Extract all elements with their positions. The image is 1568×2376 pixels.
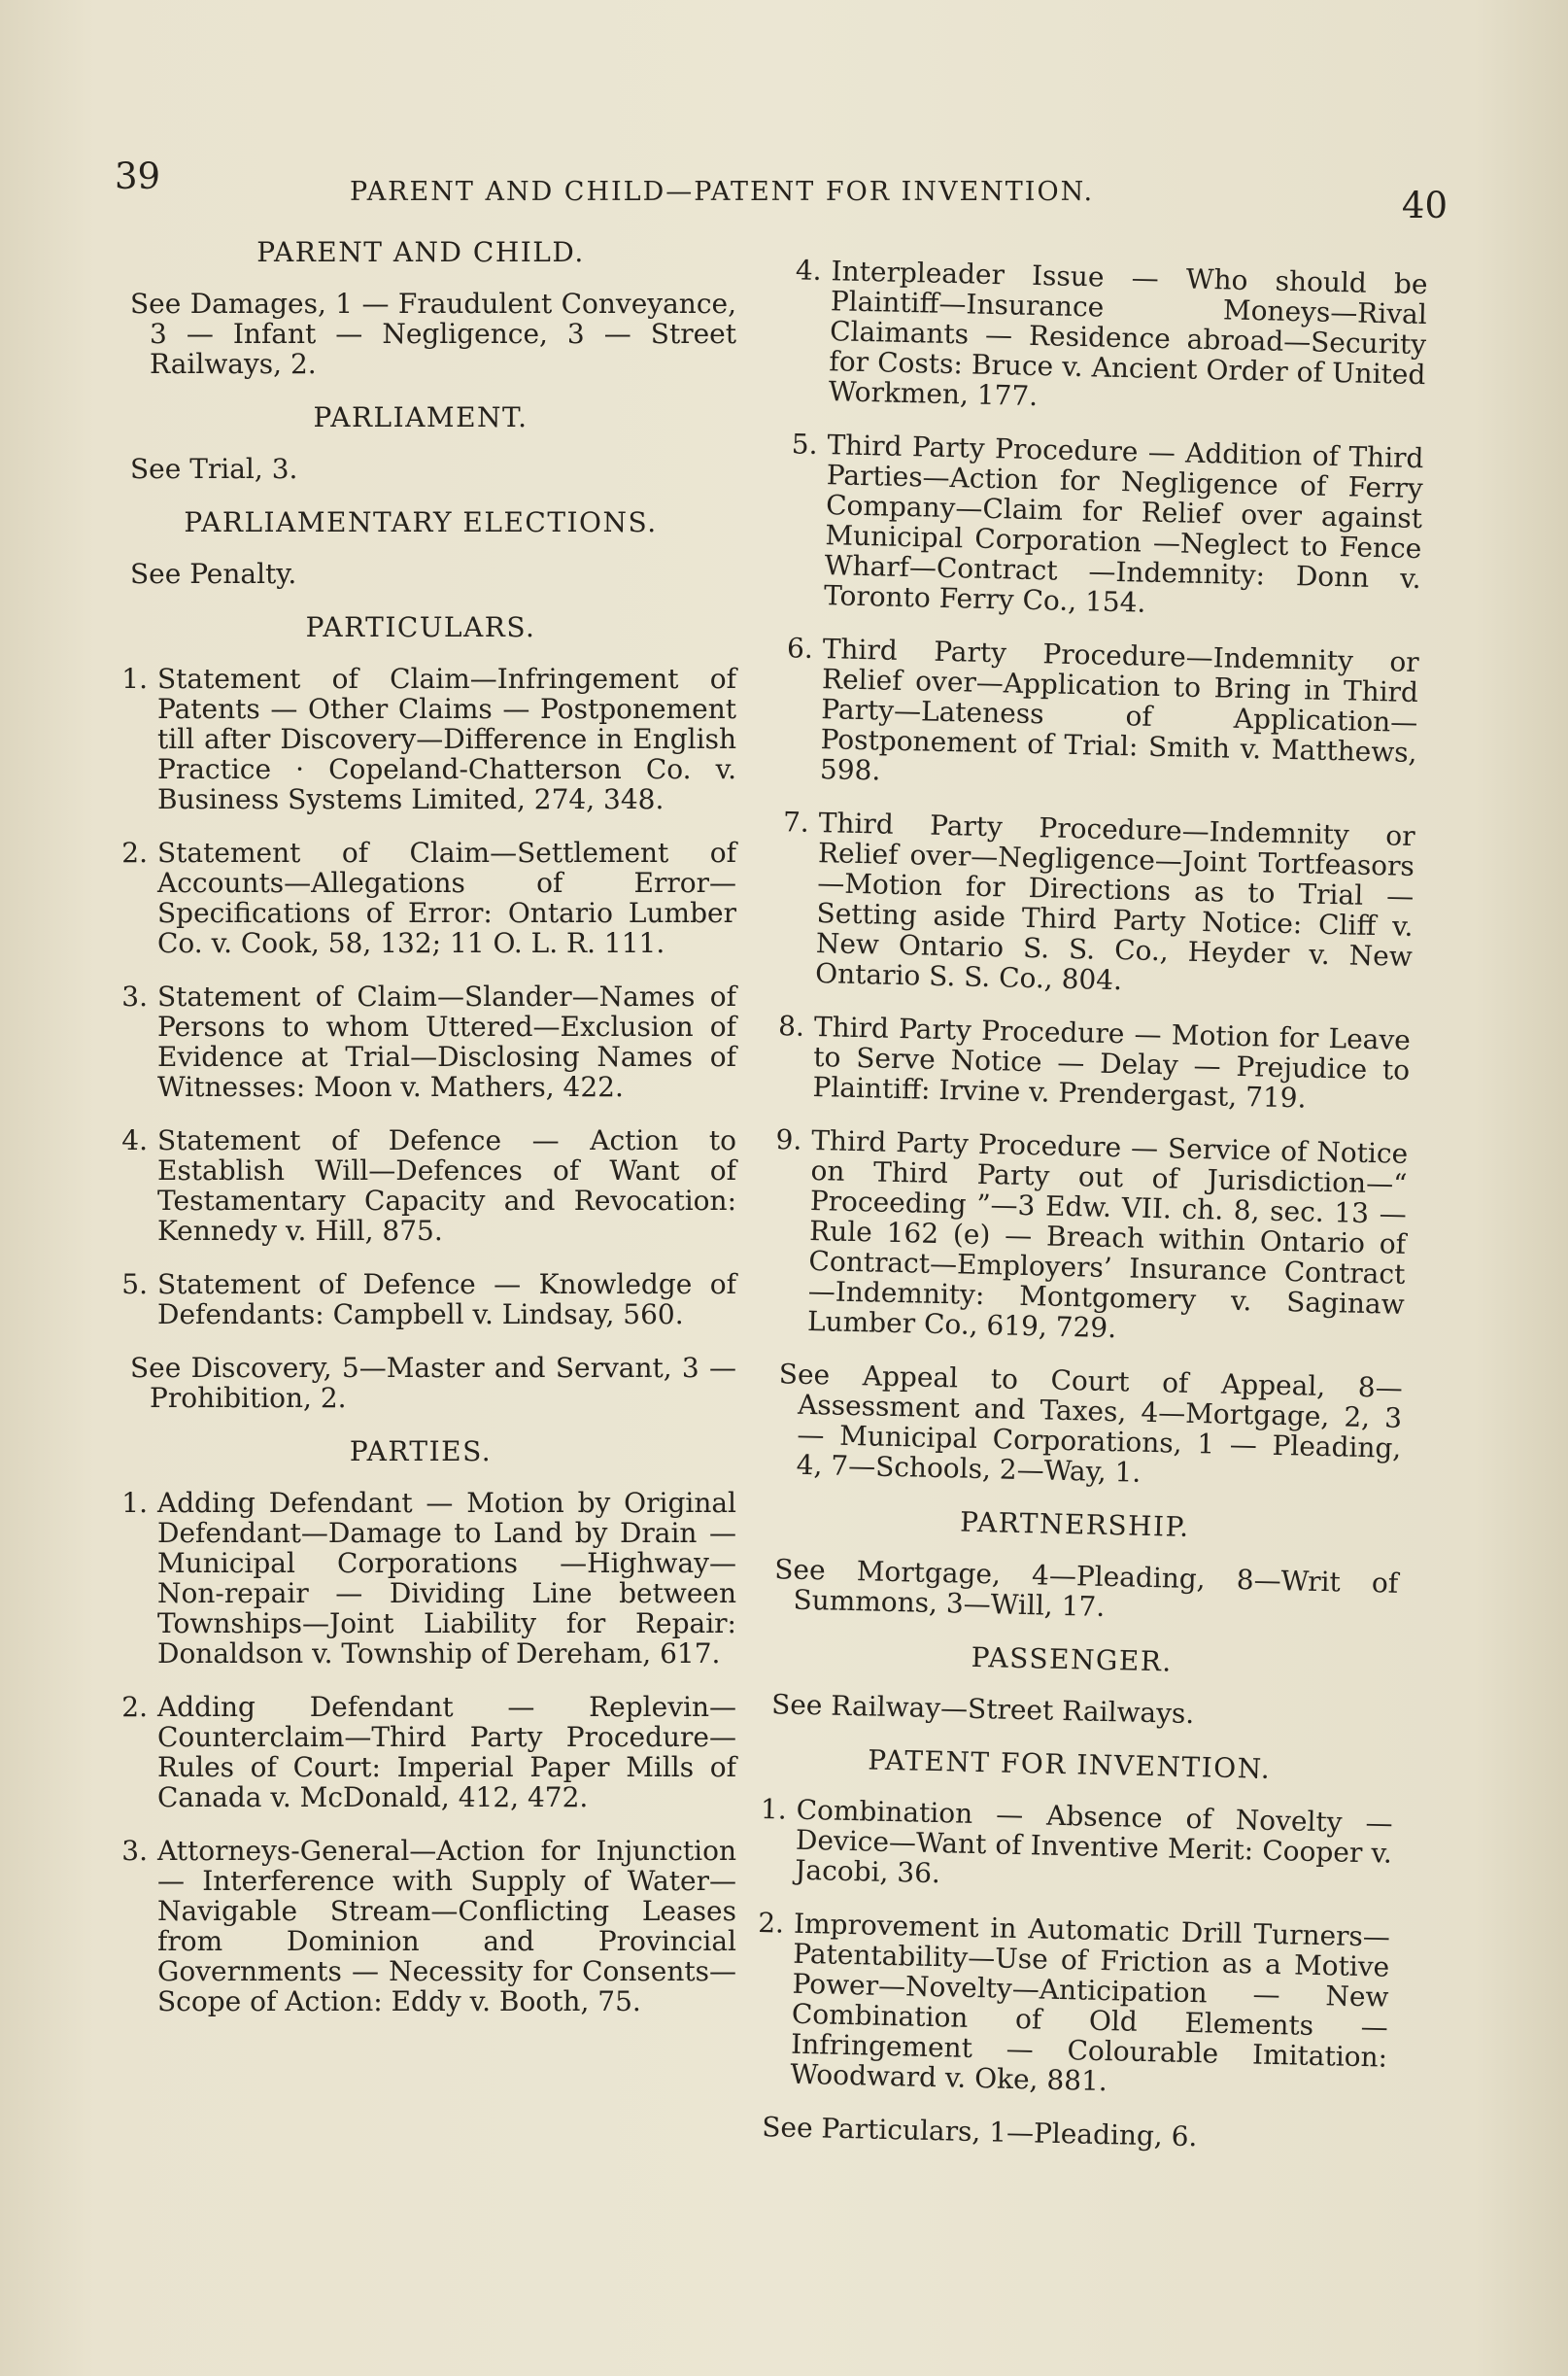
list-item: [105, 981, 736, 1102]
entry-text: Combination — Absence of Novelty — Device—Want of Inventive Merit: Cooper v. Jacobi, 36.: [794, 1793, 1393, 1890]
entry-text: Third Party Procedure — Service of Notice on Third Party out of Jurisdiction—“ Proceeding ”—3 Edw. VII. ch. 8, sec. 13 — Rule 162 (e) — Breach within Ontario of Contract—Employers’ Insurance Contract—Indemnity: Montgomery v. Saginaw Lumber Co., 619, 729.: [806, 1123, 1409, 1345]
list-item: [105, 664, 736, 814]
section-heading-partnership: PARTNERSHIP.: [959, 1505, 1191, 1543]
cross-reference: See Railway—Street Railways.: [770, 1688, 1195, 1731]
entry-text: Improvement in Automatic Drill Turners—Patentability—Use of Friction as a Motive Power—Novelty—Anticipation — New Combination of Old Elements — Infringement — Colourable Imitation: Woodward v. Oke, 881.: [790, 1907, 1391, 2098]
list-item: [105, 1125, 736, 1246]
running-title: PARENT AND CHILD—PATENT FOR INVENTION.: [350, 177, 1095, 207]
list-item: [763, 807, 1415, 1002]
entry-text: Attorneys-General—Action for Injunction — Interference with Supply of Water—Navigable Stream—Conflicting Leases from Dominion and Provincial Governments — Necessity for Consents—Scope of Action: Eddy v. Booth, 75.: [157, 1835, 736, 2017]
entry-text: Third Party Procedure — Addition of Third Parties—Action for Negligence of Ferry Company—Claim for Relief over against Municipal Corporation —Neglect to Fence Wharf—Contract —Indemnity: Donn v. Toronto Ferry Co., 154.: [823, 429, 1424, 619]
entry-number: 3.: [121, 1835, 148, 1867]
running-head: [107, 155, 1448, 226]
right-column: [735, 255, 1427, 2180]
entry-number: 1.: [121, 1487, 148, 1519]
list-item: [105, 1488, 736, 1669]
list-item: [767, 633, 1419, 798]
entry-text: Third Party Procedure — Motion for Leave to Serve Notice — Delay — Prejudice to Plaintiff: Irvine v. Prendergast, 719.: [812, 1011, 1412, 1115]
section-heading-parent-and-child: PARENT AND CHILD.: [256, 236, 585, 268]
entry-number: 3.: [121, 981, 148, 1013]
entry-text: Interpleader Issue — Who should be Plaintiff—Insurance Moneys—Rival Claimants — Residence abroad—Security for Costs: Bruce v. Ancient Order of United Workmen, 177.: [828, 255, 1428, 413]
entry-number: 4.: [795, 254, 823, 287]
entry-number: 9.: [775, 1123, 802, 1156]
list-item: [755, 1124, 1409, 1350]
entry-number: 4.: [121, 1124, 148, 1156]
section-heading-parliament: PARLIAMENT.: [313, 401, 528, 433]
list-item: [771, 429, 1424, 624]
entry-text: Adding Defendant — Replevin—Counterclaim—Third Party Procedure—Rules of Court: Imperial Paper Mills of Canada v. McDonald, 412, 472.: [157, 1691, 736, 1813]
list-item: [105, 838, 736, 958]
entry-text: Statement of Defence — Knowledge of Defendants: Campbell v. Lindsay, 560.: [157, 1268, 736, 1330]
entry-number: 5.: [121, 1268, 148, 1300]
list-item: [737, 1908, 1390, 2103]
cross-reference: See Mortgage, 4—Pleading, 8—Writ of Summons, 3—Will, 17.: [773, 1553, 1399, 1623]
entry-text: Statement of Defence — Action to Establish Will—Defences of Want of Testamentary Capacity and Revocation: Kennedy v. Hill, 875.: [157, 1124, 736, 1247]
entry-number: 6.: [786, 632, 814, 665]
entry-number: 8.: [777, 1010, 805, 1043]
list-item: [105, 1836, 736, 2016]
entry-number: 2.: [757, 1906, 785, 1940]
entry-text: Statement of Claim—Infringement of Patents — Other Claims — Postponement till after Discovery—Difference in English Practice · Copeland-Chatterson Co. v. Business Systems Limited, 274, 348.: [157, 663, 736, 815]
cross-reference: See Discovery, 5—Master and Servant, 3 —Prohibition, 2.: [130, 1352, 736, 1414]
section-heading-parliamentary-elections: PARLIAMENTARY ELECTIONS.: [184, 506, 658, 538]
entry-number: 2.: [121, 837, 148, 869]
section-heading-parties: PARTIES.: [349, 1435, 493, 1467]
entry-text: Third Party Procedure—Indemnity or Relief over—Negligence—Joint Tortfeasors—Motion for Directions as to Trial — Setting aside Third Party Notice: Cliff v. New Ontario S. S. Co., Heyder v. New Ontario S. S. Co., 804.: [814, 807, 1415, 997]
entry-text: Statement of Claim—Slander—Names of Persons to whom Uttered—Exclusion of Evidence at Trial—Disclosing Names of Witnesses: Moon v. Mathers, 422.: [157, 981, 736, 1103]
entry-text: Third Party Procedure—Indemnity or Relief over—Application to Bring in Third Party—Lateness of Application—Postponement of Trial: Smith v. Matthews, 598.: [819, 633, 1420, 787]
list-item: [105, 1269, 736, 1329]
cross-reference: See Particulars, 1—Pleading, 6.: [761, 2111, 1198, 2153]
entry-number: 1.: [760, 1792, 788, 1826]
entry-number: 1.: [121, 663, 148, 695]
entry-number: 2.: [121, 1691, 148, 1723]
cross-reference: See Trial, 3.: [130, 453, 298, 485]
list-item: [742, 1794, 1393, 1899]
left-column: [105, 231, 736, 2040]
section-heading-particulars: PARTICULARS.: [305, 611, 536, 643]
list-item: [760, 1011, 1411, 1116]
list-item: [775, 255, 1427, 420]
entry-text: Statement of Claim—Settlement of Accounts—Allegations of Error—Specifications of Error: Ontario Lumber Co. v. Cook, 58, 132; 11 O. L. R. 111.: [157, 837, 736, 959]
entry-number: 5.: [791, 428, 818, 461]
section-heading-patent-for-invention: PATENT FOR INVENTION.: [867, 1743, 1272, 1785]
section-heading-passenger: PASSENGER.: [971, 1640, 1174, 1678]
entry-text: Adding Defendant — Motion by Original Defendant—Damage to Land by Drain — Municipal Corporations —Highway—Non-repair — Dividing Line between Townships—Joint Liability for Repair: Donaldson v. Township of Dereham, 617.: [157, 1487, 736, 1670]
cross-reference: See Appeal to Court of Appeal, 8—Assessment and Taxes, 4—Mortgage, 2, 3 — Municipal Corporations, 1 — Pleading, 4, 7—Schools, 2—Way, 1.: [778, 1358, 1404, 1489]
list-item: [105, 1692, 736, 1812]
right-page-number: 40: [1401, 185, 1448, 226]
entry-number: 7.: [782, 806, 810, 839]
left-page-number: 39: [115, 155, 161, 197]
cross-reference: See Damages, 1 — Fraudulent Conveyance, 3 — Infant — Negligence, 3 — Street Railways, 2.: [130, 288, 736, 380]
cross-reference: See Penalty.: [130, 558, 297, 590]
